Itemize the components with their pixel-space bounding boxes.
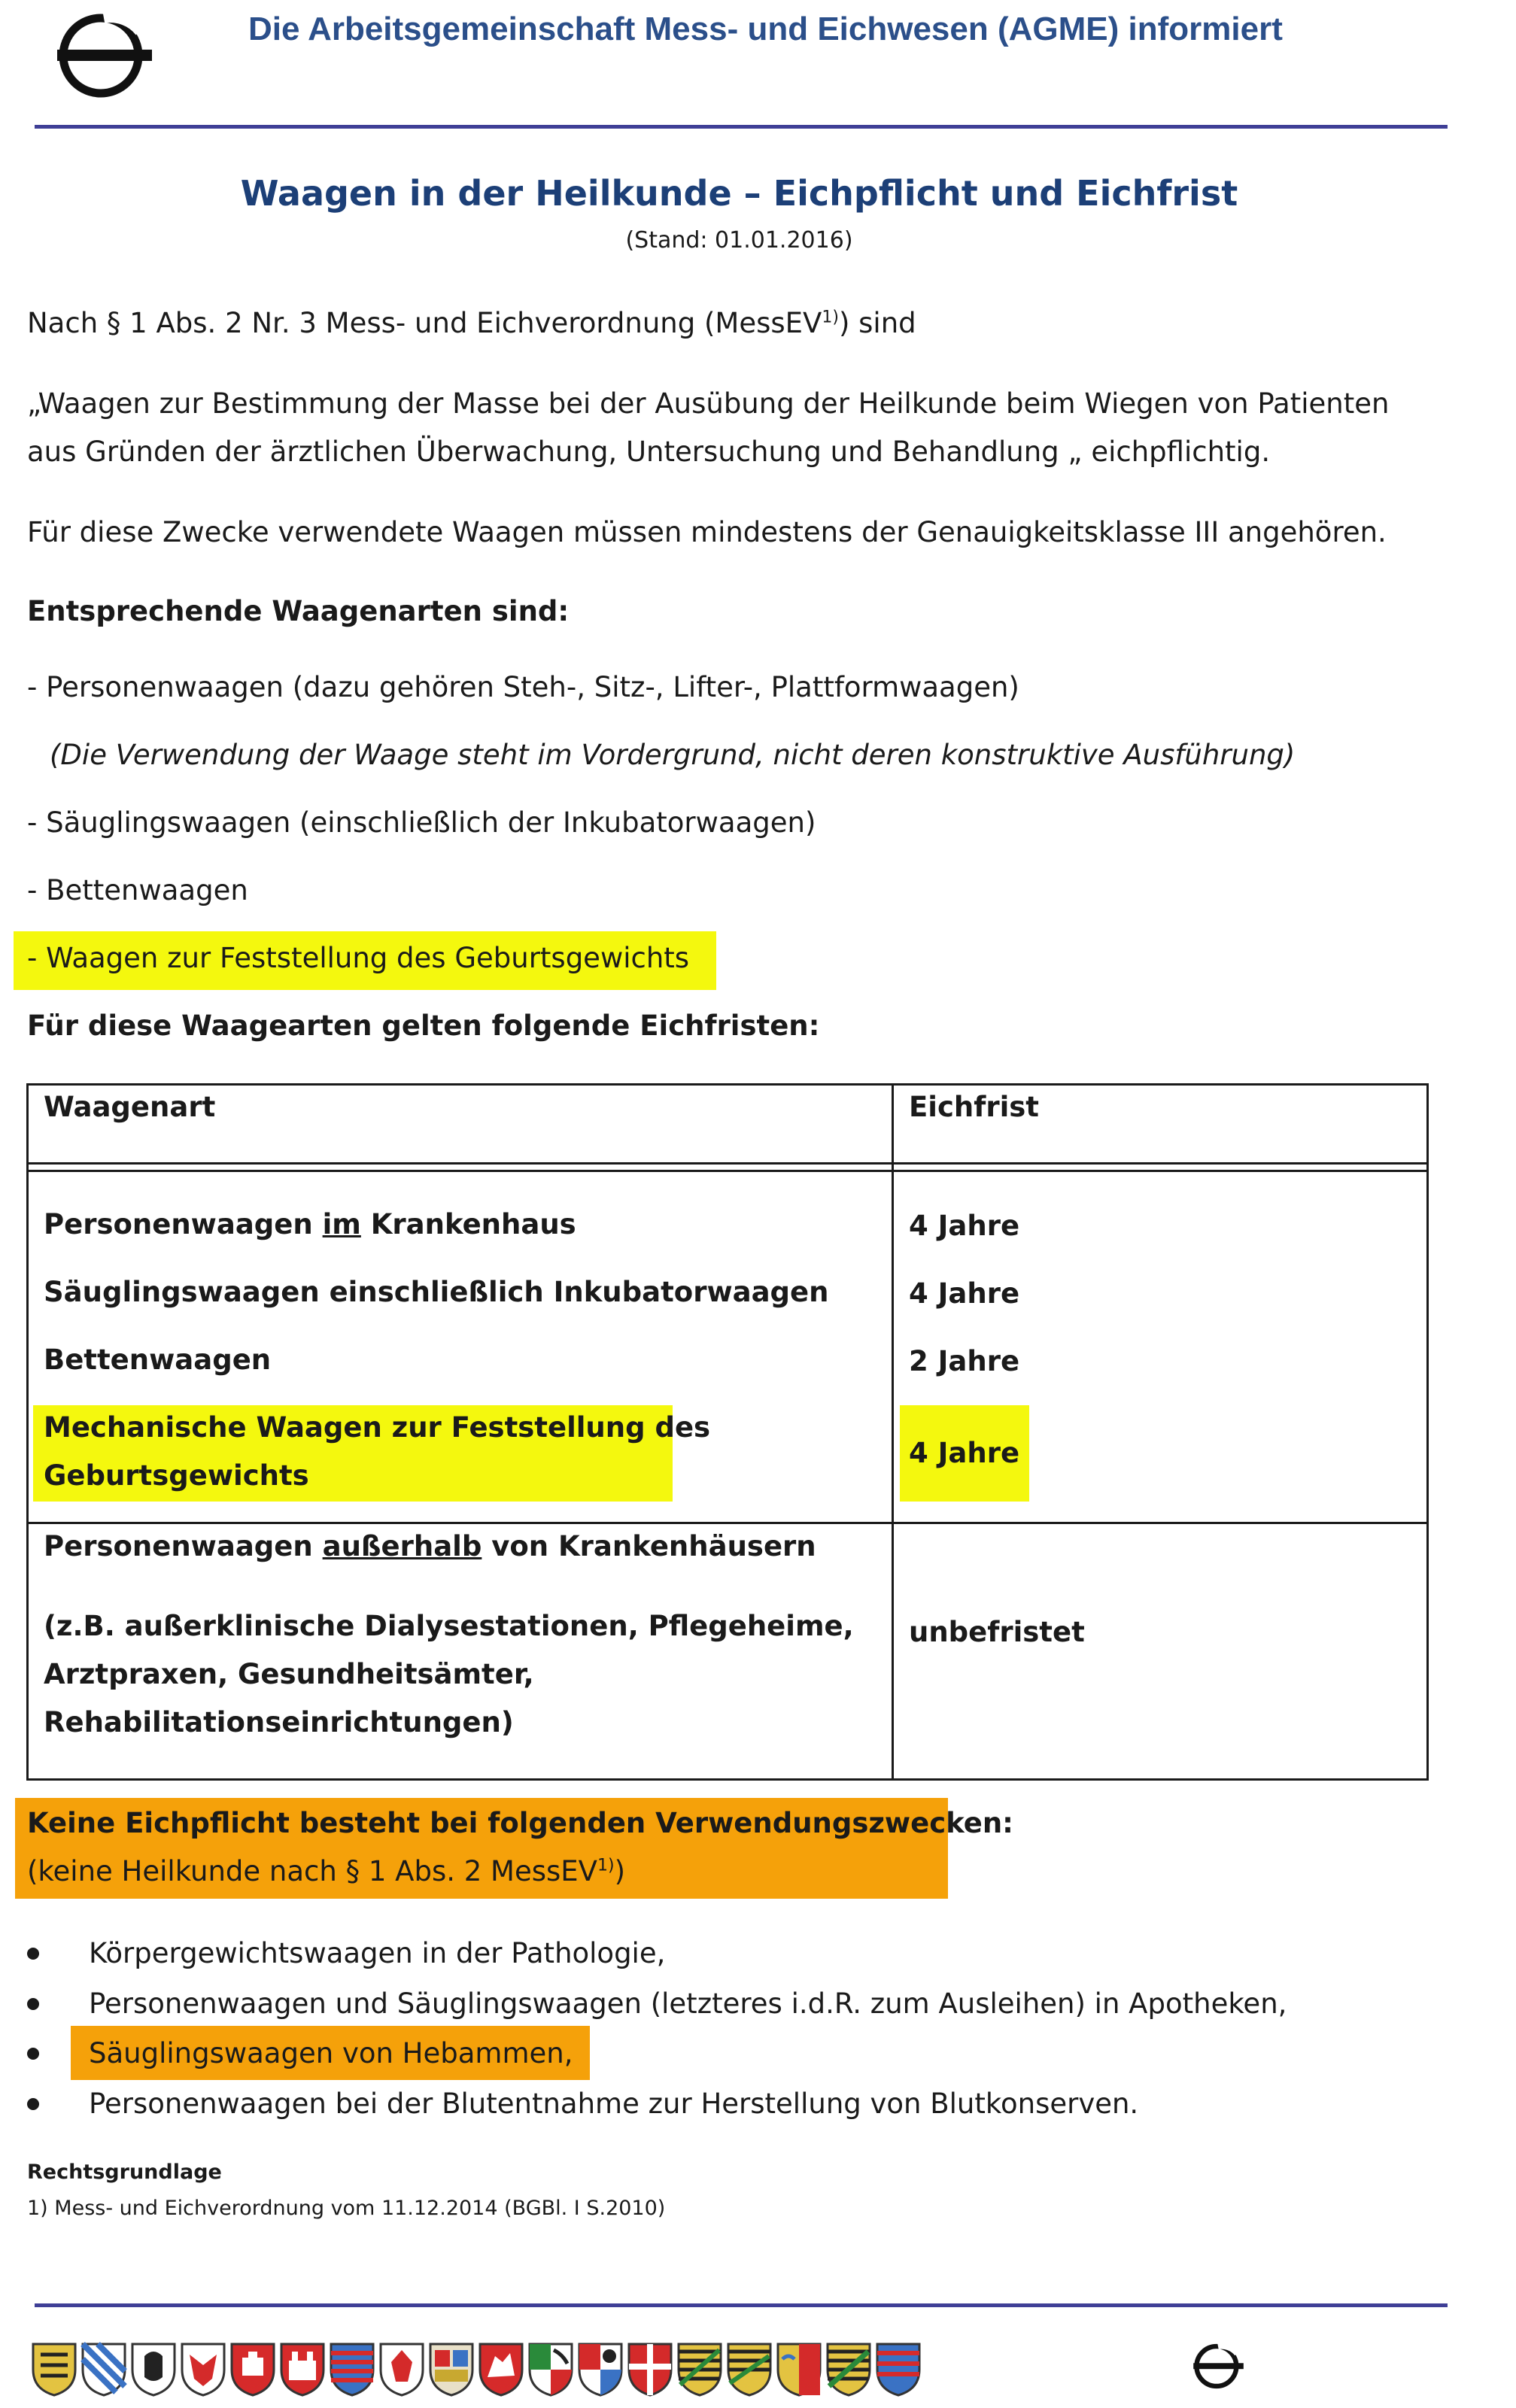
state-crest-icon [278, 2340, 327, 2397]
state-crest-icon [378, 2340, 426, 2397]
quote-line-1: „Waagen zur Bestimmung der Masse bei der Ausübung der Heilkunde beim Wiegen von Patienten [27, 387, 1390, 420]
table-cell-period-4: 4 Jahre [909, 1437, 1020, 1469]
table-cell-example-line1: (z.B. außerklinische Dialysestationen, Pflegeheime, [44, 1610, 854, 1642]
type-item-personenwaagen: - Personenwaagen (dazu gehören Steh-, Sitz-, Lifter-, Plattformwaagen) [27, 671, 1019, 703]
state-crest-icon [825, 2340, 873, 2397]
intro-text: Nach § 1 Abs. 2 Nr. 3 Mess- und Eichverordnung (MessEV [27, 307, 822, 339]
state-crest-icon [676, 2340, 724, 2397]
table-cell-saeuglingswaagen: Säuglingswaagen einschließlich Inkubatorwaagen [44, 1276, 829, 1308]
table-header-waagenart: Waagenart [44, 1091, 216, 1123]
bullet-icon [27, 2048, 39, 2060]
state-crest-icon [775, 2340, 823, 2397]
type-item-geburtsgewicht: - Waagen zur Feststellung des Geburtsgewichts [27, 942, 690, 974]
list-item: Säuglingswaagen von Hebammen, [89, 2037, 573, 2069]
state-crest-icon [576, 2340, 624, 2397]
type-item-saeuglingswaagen: - Säuglingswaagen (einschließlich der Inkubatorwaagen) [27, 806, 816, 839]
list-item: Personenwaagen bei der Blutentnahme zur Herstellung von Blutkonserven. [89, 2088, 1139, 2120]
table-cell-geburtsgewicht-line2: Geburtsgewichts [44, 1459, 309, 1492]
table-cell-bettenwaagen: Bettenwaagen [44, 1344, 272, 1376]
type-item-bettenwaagen: - Bettenwaagen [27, 874, 248, 906]
state-crest-icon [80, 2340, 128, 2397]
intro-paragraph [27, 299, 916, 348]
agme-logo-footer [1190, 2338, 1246, 2394]
legal-heading: Rechtsgrundlage [27, 2161, 222, 2184]
table-intro: Für diese Waagearten gelten folgende Eichfristen: [27, 1010, 820, 1042]
table-cell-period-1: 4 Jahre [909, 1210, 1020, 1242]
accuracy-class-note: Für diese Zwecke verwendete Waagen müssen mindestens der Genauigkeitsklasse III angehören. [27, 516, 1387, 548]
state-crest-icon [30, 2340, 78, 2397]
quote-line-2: aus Gründen der ärztlichen Überwachung, Untersuchung und Behandlung „ eichpflichtig. [27, 436, 1271, 468]
state-crest-icon [725, 2340, 773, 2397]
document-title: Waagen in der Heilkunde – Eichpflicht und Eichfrist [240, 173, 1238, 214]
state-crest-icon [527, 2340, 575, 2397]
table-cell-personenwaagen-ausserhalb: Personenwaagen außerhalb von Krankenhäusern [44, 1530, 816, 1562]
state-crest-icon [129, 2340, 178, 2397]
list-item: Personenwaagen und Säuglingswaagen (letzteres i.d.R. zum Ausleihen) in Apotheken, [89, 1987, 1287, 2020]
state-crest-icon [328, 2340, 376, 2397]
table-cell-personenwaagen-krankenhaus: Personenwaagen im Krankenhaus [44, 1208, 576, 1240]
exemption-subheading: (keine Heilkunde nach § 1 Abs. 2 MessEV$^{1)}$) [27, 1855, 626, 1887]
table-cell-example-line2: Arztpraxen, Gesundheitsämter, [44, 1658, 534, 1690]
state-crest-icon [229, 2340, 277, 2397]
table-cell-period-2: 4 Jahre [909, 1277, 1020, 1310]
intro-text-end: ) sind [838, 307, 916, 339]
table-cell-period-3: 2 Jahre [909, 1345, 1020, 1377]
legal-text: 1) Mess- und Eichverordnung vom 11.12.2014 (BGBl. I S.2010) [27, 2197, 666, 2220]
footnote-ref: 1) [597, 1856, 615, 1875]
table-header-eichfrist: Eichfrist [909, 1091, 1039, 1123]
header-title: Die Arbeitsgemeinschaft Mess- und Eichwesen (AGME) informiert [248, 11, 1283, 47]
header-rule [35, 125, 1448, 129]
types-heading: Entsprechende Waagenarten sind: [27, 595, 570, 627]
exemption-heading: Keine Eichpflicht besteht bei folgenden Verwendungszwecken: [27, 1807, 1013, 1839]
document-date: (Stand: 01.01.2016) [625, 227, 853, 254]
table-cell-example-line3: Rehabilitationseinrichtungen) [44, 1706, 514, 1738]
type-item-note: (Die Verwendung der Waage steht im Vordergrund, nicht deren konstruktive Ausführung) [50, 739, 1296, 771]
state-crest-icon [626, 2340, 674, 2397]
list-item: Körpergewichtswaagen in der Pathologie, [89, 1937, 666, 1969]
agme-logo [51, 9, 156, 101]
table-cell-geburtsgewicht-line1: Mechanische Waagen zur Feststellung des [44, 1411, 711, 1444]
table-cell-unbefristet: unbefristet [909, 1616, 1085, 1648]
state-crest-icon [874, 2340, 922, 2397]
bullet-icon [27, 1998, 39, 2010]
footnote-ref: 1) [822, 308, 839, 327]
footer-rule [35, 2303, 1448, 2307]
bullet-icon [27, 1948, 39, 1960]
state-crest-icon [179, 2340, 227, 2397]
bullet-icon [27, 2098, 39, 2110]
state-crest-icon [427, 2340, 475, 2397]
state-crest-icon [477, 2340, 525, 2397]
